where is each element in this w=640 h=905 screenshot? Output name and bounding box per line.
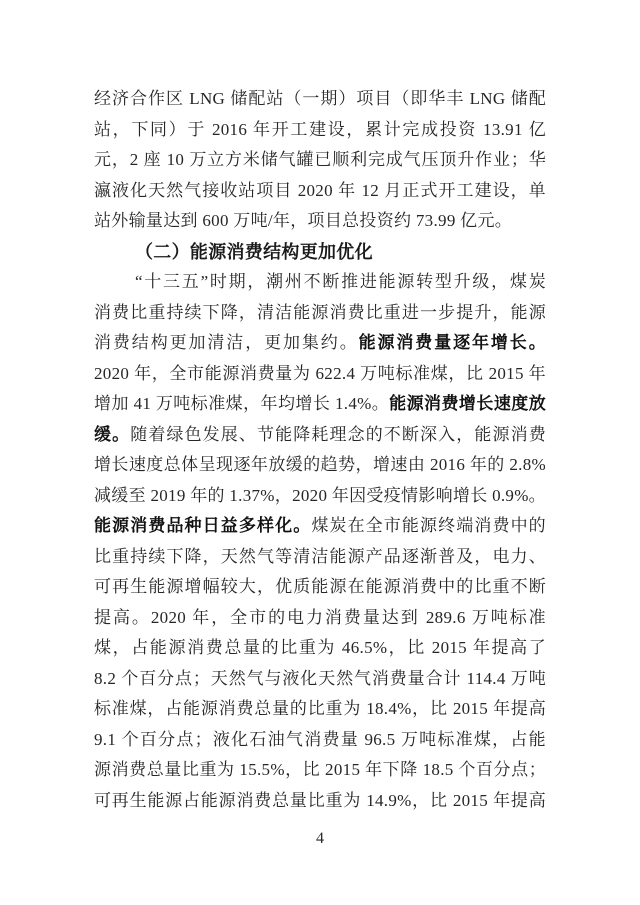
- text-line: [94, 511, 546, 542]
- text-segment: 9.1 个百分点；液化石油气消费量 96.5 万吨标准煤，占能: [94, 729, 546, 749]
- bold-text-segment: 能源消费量逐年增长。: [358, 333, 546, 352]
- text-line: [94, 542, 546, 573]
- text-segment: 提高。2020 年，全市的电力消费量达到 289.6 万吨标准: [94, 607, 546, 627]
- text-segment: 标准煤，占能源消费总量的比重为 18.4%，比 2015 年提高: [94, 699, 546, 718]
- text-segment: 可再生能源占能源消费总量比重为 14.9%，比 2015 年提高: [94, 790, 546, 810]
- text-line: [94, 755, 546, 786]
- text-segment: 站，下同）于 2016 年开工建设，累计完成投资 13.91 亿: [94, 119, 546, 139]
- text-segment: 经济合作区 LNG 储配站（一期）项目（即华丰 LNG 储配: [94, 89, 546, 108]
- text-line: [94, 267, 546, 298]
- text-line: [94, 420, 546, 451]
- text-line: [94, 206, 546, 237]
- text-line: [94, 572, 546, 603]
- text-line: [94, 84, 546, 115]
- text-line: [94, 694, 546, 725]
- text-segment: 减缓至 2019 年的 1.37%，2020 年因受疫情影响增长 0.9%。: [94, 485, 546, 505]
- text-block: [94, 84, 546, 816]
- text-segment: 2020 年，全市能源消费量为 622.4 万吨标准煤，比 2015 年: [94, 363, 546, 383]
- heading-text: （二）能源消费结构更加优化: [135, 241, 373, 262]
- text-segment: 瀛液化天然气接收站项目 2020 年 12 月正式开工建设，单: [94, 180, 546, 200]
- text-line: [94, 115, 546, 146]
- text-segment: 可再生能源增幅较大，优质能源在能源消费中的比重不断: [94, 577, 546, 596]
- text-segment: 煤炭在全市能源终端消费中的: [311, 516, 546, 535]
- text-line: [94, 664, 546, 695]
- text-segment: 随着绿色发展、节能降耗理念的不断深入，能源消费: [130, 424, 546, 444]
- text-segment: 增加 41 万吨标准煤，年均增长 1.4%。: [94, 394, 390, 413]
- text-segment: 煤，占能源消费总量的比重为 46.5%，比 2015 年提高了: [94, 638, 546, 657]
- text-line: [94, 145, 546, 176]
- bold-text-segment: 缓。: [94, 424, 131, 444]
- text-line: [94, 389, 546, 420]
- page-number: 4: [316, 830, 324, 847]
- text-line: [94, 298, 546, 329]
- text-line: [94, 633, 546, 664]
- text-line: [94, 603, 546, 634]
- text-line: [94, 725, 546, 756]
- text-segment: 源消费总量比重为 15.5%，比 2015 年下降 18.5 个百分点；: [94, 760, 546, 779]
- text-line: [94, 481, 546, 512]
- text-segment: 8.2 个百分点；天然气与液化天然气消费量合计 114.4 万吨: [94, 668, 546, 688]
- text-line: [94, 359, 546, 390]
- text-segment: 站外输量达到 600 万吨/年，项目总投资约 73.99 亿元。: [94, 211, 513, 230]
- bold-text-segment: 能源消费品种日益多样化。: [94, 516, 312, 535]
- text-line: [94, 176, 546, 207]
- text-segment: 元，2 座 10 万立方米储气罐已顺利完成气压顶升作业；华: [94, 150, 546, 169]
- text-line: [94, 328, 546, 359]
- text-segment: “十三五”时期，潮州不断推进能源转型升级，煤炭: [135, 272, 546, 291]
- section-heading: [94, 237, 546, 268]
- text-segment: 增长速度总体呈现逐年放缓的趋势，增速由 2016 年的 2.8%: [94, 455, 546, 474]
- text-segment: 消费比重持续下降，清洁能源消费比重进一步提升，能源: [94, 302, 546, 322]
- text-line: [94, 786, 546, 817]
- text-line: [94, 450, 546, 481]
- text-segment: 比重持续下降，天然气等清洁能源产品逐渐普及，电力、: [94, 546, 546, 566]
- bold-text-segment: 能源消费增长速度放: [389, 394, 546, 413]
- text-segment: 消费结构更加清洁，更加集约。: [94, 333, 359, 352]
